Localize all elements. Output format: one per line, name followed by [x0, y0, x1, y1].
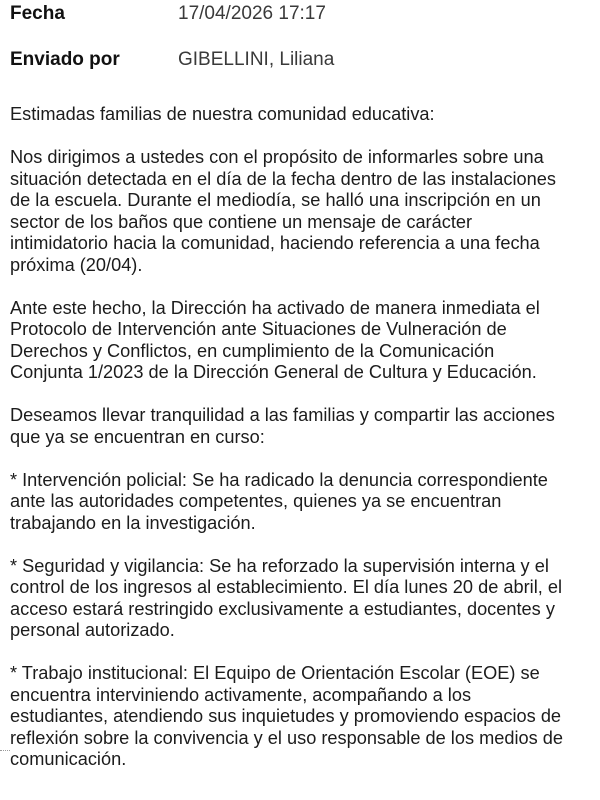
sender-value: GIBELLINI, Liliana: [178, 49, 335, 70]
message-bullet-institutional: * Trabajo institucional: El Equipo de Orientación Escolar (EOE) se encuentra interviniendo activamente, acompañando a los estudiantes, atendiendo sus inquietudes y promoviendo espacios de reflexión sobre la convivencia y el uso responsable de los medios de comunicación.: [10, 663, 564, 769]
message-body: [10, 104, 592, 792]
date-label: Fecha: [10, 3, 65, 24]
date-row: [10, 2, 326, 26]
message-bullet-police: * Intervención policial: Se ha radicado la denuncia correspondiente ante las autoridades competentes, quienes ya se encuentran trabajando en la investigación.: [10, 469, 548, 533]
message-paragraph-situation: Nos dirigimos a ustedes con el propósito de informarles sobre una situación detectada en el día de la fecha dentro de las instalaciones de la escuela. Durante el mediodía, se halló una inscripción en un sector de los baños que contiene un mensaje de carácter intimidatorio hacia la comunidad, haciendo referencia a una fecha próxima (20/04).: [10, 147, 556, 275]
edge-divider: [0, 750, 10, 751]
sender-row: [10, 48, 334, 72]
message-paragraph-actions-intro: Deseamos llevar tranquilidad a las familias y compartir las acciones que ya se encuentran en curso:: [10, 405, 555, 447]
sender-label: Enviado por: [10, 49, 120, 70]
message-greeting: Estimadas familias de nuestra comunidad educativa:: [10, 104, 435, 124]
message-paragraph-protocol: Ante este hecho, la Dirección ha activado de manera inmediata el Protocolo de Intervención ante Situaciones de Vulneración de Derechos y Conflictos, en cumplimiento de la Comunicación Conjunta 1/2023 de la Dirección General de Cultura y Educación.: [10, 297, 540, 382]
message-bullet-security: * Seguridad y vigilancia: Se ha reforzado la supervisión interna y el control de los ingresos al establecimiento. El día lunes 20 de abril, el acceso estará restringido exclusivamente a estudiantes, docentes y personal autorizado.: [10, 555, 563, 640]
date-value: 17/04/2026 17:17: [178, 3, 326, 24]
